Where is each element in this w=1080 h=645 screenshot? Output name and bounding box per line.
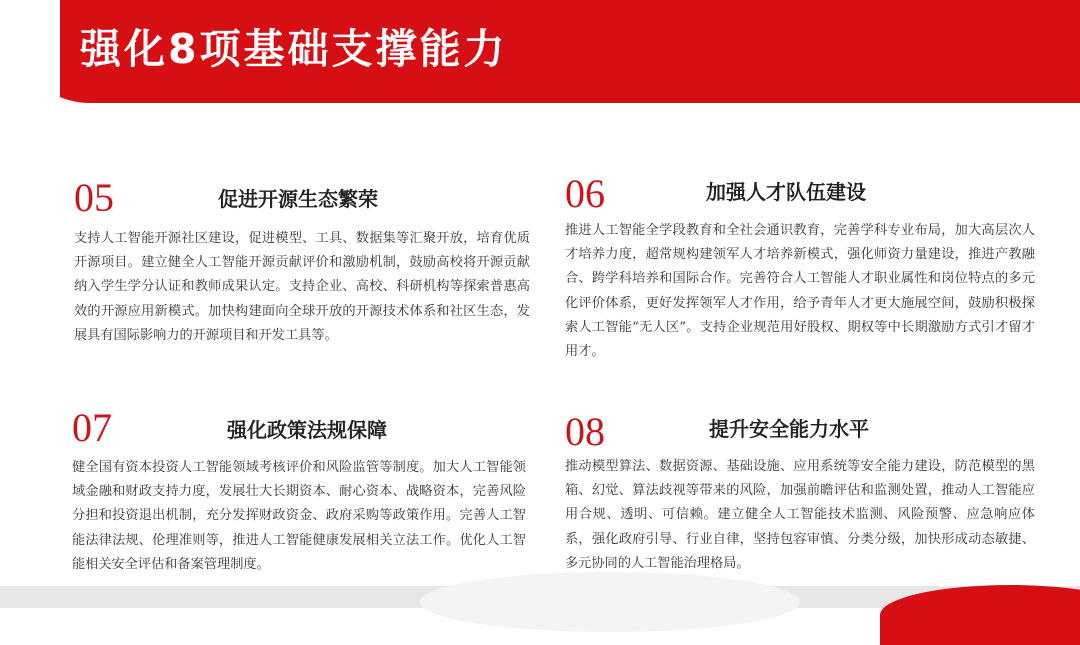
section-body: 推动模型算法、数据资源、基础设施、应用系统等安全能力建设，防范模型的黑箱、幻觉、算法歧视等带来的风险，加强前瞻评估和监测处置，推动人工智能应用合规、透明、可信赖。建立健全人工智能技术监测、风险预警、应急响应体系，强化政府引导、行业自律，坚持包容审慎、分类分级，加快形成动态敏捷、多元协同的人工智能治理格局。 — [565, 459, 1035, 571]
bottom-decoration-curve — [420, 572, 800, 632]
section-card-08 — [565, 410, 1041, 586]
section-number: 07 — [72, 405, 112, 450]
section-card-06 — [565, 172, 1041, 372]
section-number: 06 — [565, 171, 605, 216]
section-number: 08 — [565, 409, 605, 454]
section-body: 支持人工智能开源社区建设，促进模型、工具、数据集等汇聚开放，培育优质开源项目。建立健全人工智能开源贡献评价和激励机制，鼓励高校将开源贡献纳入学生学分认证和教师成果认定。支持企业、高校、科研机构等探索普惠高效的开源应用新模式。加快构建面向全球开放的开源技术体系和社区生态，发展具有国际影响力的开源项目和开发工具等。 — [74, 231, 530, 343]
page-title: 强化8项基础支撑能力 — [80, 25, 508, 73]
section-heading: 促进开源生态繁荣 — [218, 187, 378, 211]
banner-left-cutout — [0, 0, 60, 103]
section-body: 推进人工智能全学段教育和全社会通识教育，完善学科专业布局，加大高层次人才培养力度，超常规构建领军人才培养新模式，强化师资力量建设，推进产教融合、跨学科培养和国际合作。完善符合人工智能人才职业属性和岗位特点的多元化评价体系，更好发挥领军人才作用，给予青年人才更大施展空间，鼓励积极探索人工智能“无人区”。支持企业规范用好股权、期权等中长期激励方式引才留才用才。 — [565, 223, 1035, 360]
section-card-05 — [74, 176, 534, 356]
section-number: 05 — [74, 175, 114, 220]
section-heading: 提升安全能力水平 — [709, 417, 869, 441]
section-card-07 — [72, 406, 534, 586]
section-heading: 加强人才队伍建设 — [706, 180, 866, 204]
section-heading: 强化政策法规保障 — [227, 418, 387, 442]
section-body: 健全国有资本投资人工智能领域考核评价和风险监管等制度。加大人工智能领域金融和财政支持力度，发展壮大长期资本、耐心资本、战略资本，完善风险分担和投资退出机制，充分发挥财政资金、政府采购等政策作用。完善人工智能法律法规、伦理准则等，推进人工智能健康发展相关立法工作。优化人工智能相关安全评估和备案管理制度。 — [72, 460, 526, 572]
